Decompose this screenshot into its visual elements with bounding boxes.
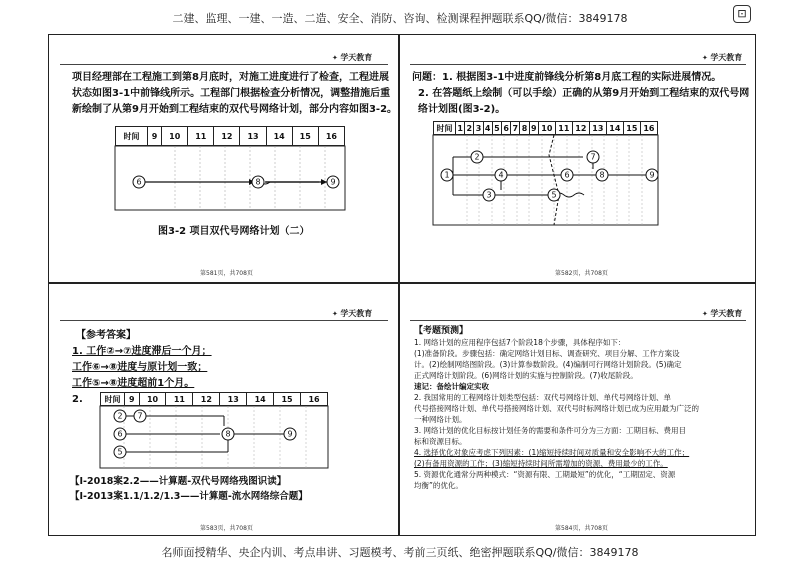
time-header: 时间: [116, 127, 148, 146]
time-cell: 14: [606, 122, 623, 135]
network-node: [114, 446, 126, 458]
logo-rule: [60, 64, 388, 65]
vertical-divider: [398, 34, 400, 536]
svg-text:6: 6: [564, 170, 570, 180]
network-node: [252, 176, 264, 188]
network-node: [327, 176, 339, 188]
brand-logo: ✦ 学天教育: [332, 308, 372, 319]
network-node: [548, 189, 560, 201]
question-line: 络计划图(图3-2)。: [418, 104, 506, 115]
logo-rule: [410, 64, 746, 65]
reference-line: 【Ⅰ-2018案2.2——计算题-双代号网络残图识读】: [70, 476, 287, 487]
svg-text:7: 7: [590, 152, 596, 162]
answer-title: 【参考答案】: [76, 330, 136, 341]
svg-text:8: 8: [225, 429, 231, 439]
time-cell: 15: [274, 393, 301, 406]
forecast-line: 一种网络计划。: [414, 415, 467, 424]
reference-line: 【Ⅰ-2013案1.1/1.2/1.3——计算题-流水网络综合题】: [70, 491, 308, 502]
network-node: [134, 410, 146, 422]
forecast-line: 正式网络计划阶段。(6)网络计划的实施与控制阶段。(7)收尾阶段。: [414, 371, 638, 380]
footer-banner: 名师面授精华、央企内训、考点串讲、习题模考、考前三页纸、绝密押题联系QQ/微信：3849178: [161, 546, 639, 559]
scan-icon[interactable]: ⊡: [733, 5, 751, 23]
svg-text:1: 1: [444, 170, 450, 180]
question-line: 问题：1. 根据图3-1中进度前锋线分析第8月底工程的实际进展情况。: [412, 72, 722, 83]
time-cell: 4: [484, 123, 491, 133]
svg-text:8: 8: [255, 177, 261, 187]
time-cell: 11: [188, 127, 214, 146]
forecast-line: 均衡”的优化。: [414, 481, 463, 490]
svg-text:9: 9: [287, 429, 293, 439]
panel3-network-diagram: [100, 406, 328, 468]
answer-line: 工作⑤→⑧进度超前1个月。: [72, 378, 195, 389]
panel1-time-table: [115, 126, 345, 146]
time-cell: 13: [589, 122, 606, 135]
time-cell: 15: [292, 127, 318, 146]
time-cell: 12: [193, 393, 220, 406]
network-node: [646, 169, 658, 181]
horizontal-divider: [48, 282, 756, 284]
forecast-line: (1)准备阶段。步骤包括：确定网络计划目标、调查研究、项目分解、工作方案设: [414, 349, 680, 358]
time-cell: 10: [162, 127, 188, 146]
panel3-time-table: [100, 392, 328, 406]
forecast-line: 1. 网络计划的应用程序包括7个阶段18个步骤，具体程序如下：: [414, 338, 626, 347]
panel1-para-line: 项目经理部在工程施工到第8月底时，对施工进度进行了检查，工程进展: [72, 72, 389, 83]
time-cell: 16: [318, 127, 344, 146]
svg-text:3: 3: [486, 190, 492, 200]
panel2-network-diagram: [433, 135, 658, 225]
time-cell: 12: [214, 127, 240, 146]
forecast-line: 5. 资源优化通常分两种模式：“资源有限、工期最短”的优化，“工期固定、资源: [414, 470, 676, 479]
time-cell: 11: [166, 393, 193, 406]
svg-text:6: 6: [117, 429, 123, 439]
network-node: [114, 410, 126, 422]
forecast-line: 计。(2)绘制网络图阶段。(3)计算参数阶段。(4)编制可行网络计划阶段。(5)确定: [414, 360, 682, 369]
answer-line: 1. 工作②→⑦进度滞后一个月；: [72, 346, 212, 357]
forecast-line: (2)有备用资源的工作；(3)缩短持续时间所需增加的资源、费用最少的工作。: [414, 459, 668, 468]
time-cell: 14: [247, 393, 274, 406]
network-node: [471, 151, 483, 163]
time-cell: 9: [125, 393, 140, 406]
time-cell: 9: [530, 123, 537, 133]
time-cell: 6: [503, 123, 509, 133]
panel1-para-line: 新绘制了从第9月开始到工程结束的双代号网络计划，部分内容如图3-2。: [72, 104, 398, 115]
forecast-line: 标和资源目标。: [414, 437, 467, 446]
brand-logo: ✦ 学天教育: [702, 52, 742, 63]
answer-line: 2.: [72, 394, 83, 405]
time-cell: 16: [301, 393, 328, 406]
network-node: [114, 428, 126, 440]
time-cell: 2: [466, 123, 473, 133]
time-cell: 10: [139, 393, 166, 406]
network-node: [561, 169, 573, 181]
svg-text:9: 9: [330, 177, 336, 187]
time-header: 时间: [434, 122, 456, 135]
svg-text:6: 6: [136, 177, 142, 187]
time-cell: 8: [521, 123, 528, 133]
header-banner: 二建、监理、一建、一造、二造、安全、消防、咨询、检测课程押题联系QQ/微信：3849178: [172, 12, 628, 25]
page-number: 第582页，共708页: [555, 270, 608, 277]
time-cell: 13: [240, 127, 266, 146]
answer-line: 工作⑥→⑧进度与原计划一致；: [72, 362, 208, 373]
panel1-para-line: 状态如图3-1中前锋线所示。工程部门根据检查分析情况，调整措施后重: [72, 88, 391, 99]
page-number: 第581页，共708页: [200, 270, 253, 277]
network-node: [133, 176, 145, 188]
time-cell: 14: [266, 127, 292, 146]
svg-text:2: 2: [474, 152, 480, 162]
time-cell: 3: [475, 123, 482, 133]
forecast-line: 2. 我国常用的工程网络计划类型包括：双代号网络计划、单代号网络计划、单: [414, 393, 672, 402]
svg-text:5: 5: [117, 447, 123, 457]
network-node: [587, 151, 599, 163]
question-line: 2. 在答题纸上绘制（可以手绘）正确的从第9月开始到工程结束的双代号网: [418, 88, 750, 99]
logo-rule: [60, 320, 388, 321]
panel2-time-table: [433, 121, 658, 135]
forecast-title: 【考题预测】: [414, 326, 469, 336]
page-number: 第584页，共708页: [555, 525, 608, 532]
svg-text:8: 8: [599, 170, 605, 180]
network-node: [441, 169, 453, 181]
time-cell: 7: [512, 123, 519, 133]
time-cell: 13: [220, 393, 247, 406]
forecast-line: 3. 网络计划的优化目标按计划任务的需要和条件可分为三方面：工期目标、费用目: [414, 426, 687, 435]
svg-text:7: 7: [137, 411, 143, 421]
time-cell: 15: [623, 122, 640, 135]
time-cell: 11: [555, 122, 572, 135]
forecast-line: 4. 选择优化对象应考虑下列因素：(1)缩短持续时间对质量和安全影响不大的工作；: [414, 448, 690, 457]
brand-logo: ✦ 学天教育: [702, 308, 742, 319]
time-cell: 1: [457, 123, 463, 133]
network-node: [596, 169, 608, 181]
svg-text:9: 9: [649, 170, 655, 180]
network-node: [222, 428, 234, 440]
time-cell: 10: [538, 122, 555, 135]
panel1-network-diagram: [115, 146, 345, 210]
svg-text:4: 4: [498, 170, 504, 180]
time-cell: 9: [148, 127, 162, 146]
svg-text:5: 5: [551, 190, 557, 200]
svg-text:2: 2: [117, 411, 123, 421]
brand-logo: ✦ 学天教育: [332, 52, 372, 63]
time-cell: 16: [640, 122, 657, 135]
network-node: [495, 169, 507, 181]
time-cell: 12: [572, 122, 589, 135]
forecast-line: 代号搭接网络计划、单代号搭接网络计划、双代号时标网络计划已成为应用最为广泛的: [414, 404, 699, 413]
time-header: 时间: [101, 393, 125, 406]
figure-caption: 图3-2 项目双代号网络计划（二）: [158, 226, 310, 237]
logo-rule: [410, 320, 746, 321]
page-number: 第583页，共708页: [200, 525, 253, 532]
network-node: [284, 428, 296, 440]
time-cell: 5: [494, 123, 500, 133]
forecast-line: 速记：备绘计编定实收: [414, 382, 489, 391]
network-node: [483, 189, 495, 201]
